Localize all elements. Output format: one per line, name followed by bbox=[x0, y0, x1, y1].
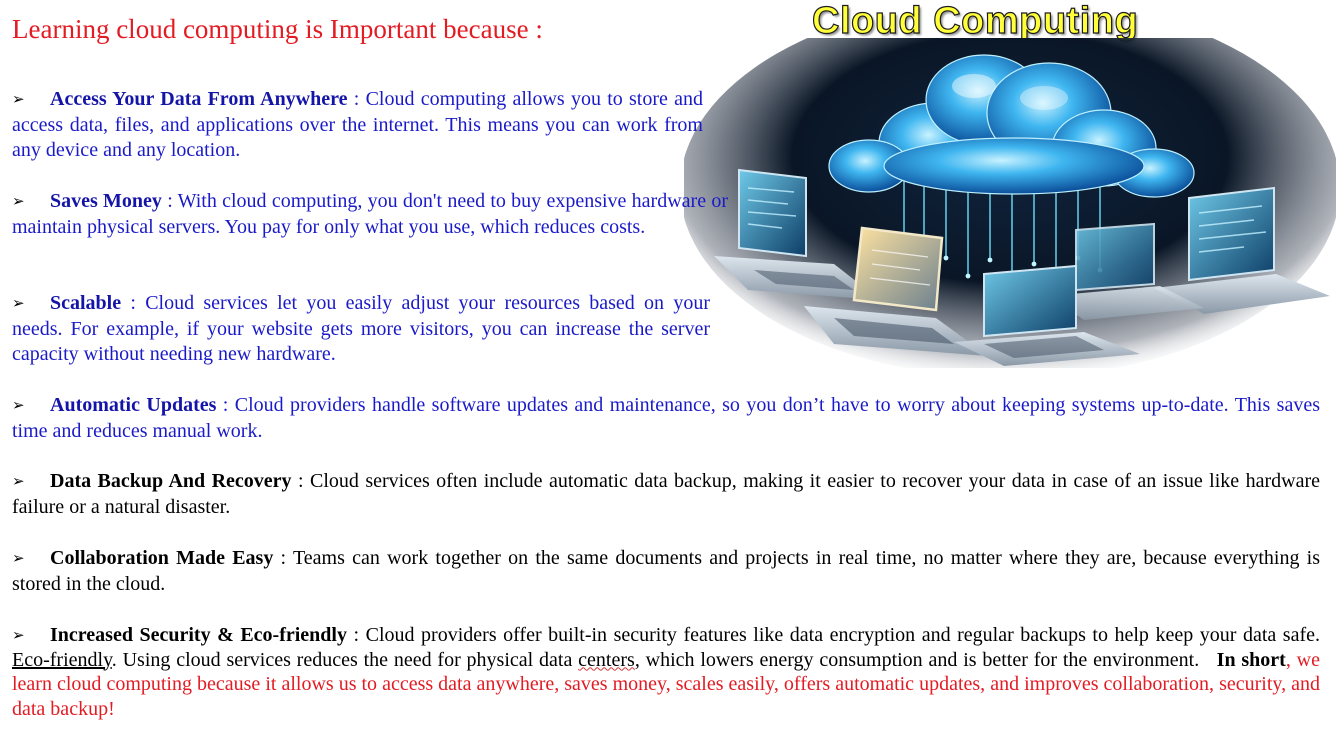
point-text: Cloud services let you easily adjust your resources based on your needs. For example, if your website gets more visitors, you can increase the server capacity without needing new hardware. bbox=[12, 292, 710, 365]
point-text: Cloud computing allows you to store and access data, files, and applications over the internet. This means you can work from any device and any location. bbox=[12, 88, 703, 161]
point-term: Access Your Data From Anywhere bbox=[50, 88, 348, 110]
point-text: Teams can work together on the same documents and projects in real time, no matter where they are, because everything is stored in the cloud. bbox=[12, 547, 1321, 595]
bullet-arrow-icon: ➢ bbox=[12, 90, 25, 108]
point-security-eco bbox=[12, 623, 1320, 721]
point-term: Increased Security & Eco-friendly bbox=[50, 624, 347, 646]
point-separator: : bbox=[346, 624, 366, 646]
point-separator: : bbox=[121, 292, 146, 314]
bullet-arrow-icon: ➢ bbox=[12, 192, 25, 210]
point-access-anywhere bbox=[12, 87, 703, 164]
eco-word: centers bbox=[578, 648, 635, 671]
summary-text: , we learn cloud computing because it allows us to access data anywhere, saves money, scales easily, offers automatic updates, and improves collaboration, security, and data backup! bbox=[12, 648, 1320, 720]
point-term: Data Backup And Recovery bbox=[50, 470, 292, 492]
point-separator: : bbox=[273, 547, 293, 569]
bullet-arrow-icon: ➢ bbox=[12, 626, 25, 644]
point-saves-money bbox=[12, 189, 728, 240]
eco-text-b: , which lowers energy consumption and is better for the environment. bbox=[634, 648, 1200, 671]
point-text: Cloud services often include automatic data backup, making it easier to recover your data in case of an issue like hardware failure or a natural disaster. bbox=[12, 470, 1320, 518]
point-term: Collaboration Made Easy bbox=[50, 547, 274, 569]
bullet-arrow-icon: ➢ bbox=[12, 472, 25, 490]
point-data-backup bbox=[12, 469, 1320, 520]
hero-title: Cloud Computing bbox=[812, 0, 1139, 42]
point-term: Automatic Updates bbox=[50, 394, 217, 416]
point-automatic-updates bbox=[12, 393, 1320, 444]
point-scalable bbox=[12, 291, 710, 368]
point-separator: : bbox=[291, 470, 310, 492]
bullet-arrow-icon: ➢ bbox=[12, 549, 25, 567]
bullet-arrow-icon: ➢ bbox=[12, 396, 25, 414]
eco-friendly-label: Eco-friendly bbox=[12, 648, 112, 671]
cloud-computing-illustration bbox=[684, 38, 1336, 368]
eco-text-a: . Using cloud services reduces the need for physical data bbox=[111, 648, 579, 671]
point-term: Saves Money bbox=[50, 190, 162, 212]
point-text: With cloud computing, you don't need to buy expensive hardware or maintain physical servers. You pay for only what you use, which reduces costs. bbox=[12, 190, 728, 238]
point-separator: : bbox=[161, 190, 178, 212]
point-collaboration bbox=[12, 546, 1320, 597]
point-separator: : bbox=[347, 88, 366, 110]
page-heading: Learning cloud computing is Important because : bbox=[12, 14, 543, 44]
point-separator: : bbox=[216, 394, 235, 416]
point-text: Cloud providers offer built-in security features like data encryption and regular backups to help keep your data safe. bbox=[365, 624, 1320, 646]
summary-label: In short bbox=[1216, 648, 1286, 671]
point-text: Cloud providers handle software updates and maintenance, so you don’t have to worry about keeping systems up-to-date. This saves time and reduces manual work. bbox=[12, 394, 1320, 442]
bullet-arrow-icon: ➢ bbox=[12, 294, 25, 312]
point-term: Scalable bbox=[50, 292, 122, 314]
